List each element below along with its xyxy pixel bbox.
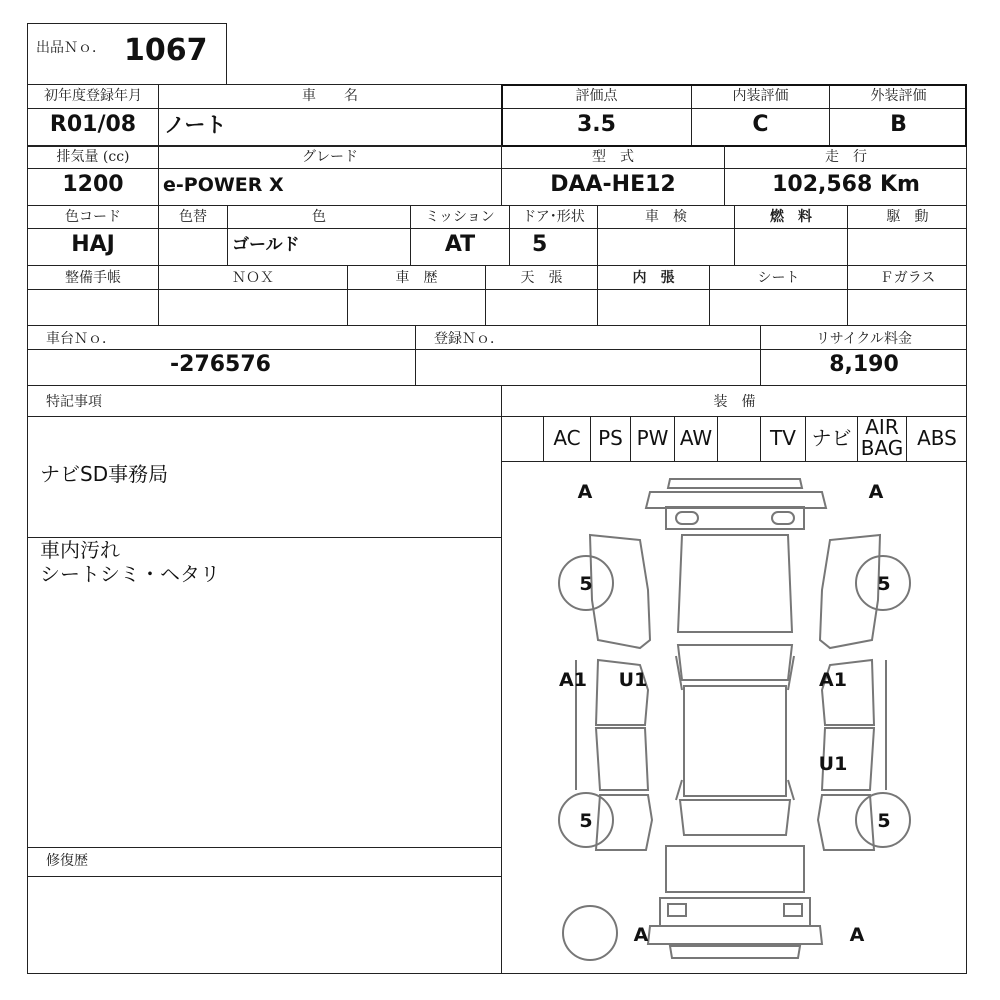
interior-grade-value: C	[752, 112, 769, 137]
mark-right-door: A1	[819, 669, 847, 691]
chassis-number-value: -276576	[170, 352, 271, 377]
mission-value: AT	[444, 232, 476, 257]
car-history-label: 車 歴	[395, 270, 438, 286]
displacement-value: 1200	[62, 172, 124, 197]
mark-wheel-rr: 5	[877, 810, 891, 832]
mark-rear-right: A	[849, 924, 865, 946]
interior-grade-label: 内装評価	[732, 88, 789, 104]
door-value: 5	[532, 232, 548, 257]
equipment-ac: AC	[553, 426, 581, 450]
nox-label: ＮＯＸ	[232, 270, 274, 286]
mark-front-left: A	[577, 481, 593, 503]
equipment-tv: TV	[770, 426, 796, 450]
inspection-label: 車 検	[645, 209, 687, 225]
lot-number-label: 出品Ｎｏ．	[36, 40, 106, 56]
equipment-airbag: AIR BAG	[860, 415, 904, 460]
mark-wheel-fl: 5	[579, 573, 593, 595]
displacement-label: 排気量 (cc)	[56, 149, 130, 165]
equipment-abs: ABS	[917, 426, 957, 450]
equipment-aw: AW	[679, 426, 713, 450]
car-damage-diagram	[502, 462, 966, 973]
front-glass-label: Ｆガラス	[879, 270, 936, 286]
seat-label: シート	[757, 270, 800, 286]
score-value: 3.5	[577, 112, 616, 137]
grade-value: e-POWER X	[163, 174, 284, 196]
repair-history-label: 修復歴	[46, 853, 88, 869]
mark-left-mid: U1	[618, 669, 648, 691]
maintenance-book-label: 整備手帳	[65, 270, 121, 286]
mileage-value: 102,568 Km	[772, 172, 920, 197]
lot-number: 1067	[124, 33, 208, 68]
color-change-label: 色替	[179, 209, 207, 225]
mileage-label: 走 行	[825, 149, 867, 165]
score-label: 評価点	[575, 88, 618, 104]
mark-front-right: A	[868, 481, 884, 503]
recycle-fee-value: 8,190	[829, 352, 899, 377]
model-value: DAA-HE12	[550, 172, 676, 197]
mark-wheel-rl: 5	[579, 810, 593, 832]
exterior-grade-value: B	[890, 112, 907, 137]
equipment-pw: PW	[636, 426, 669, 450]
color-code-value: HAJ	[71, 232, 115, 257]
grade-label: グレード	[302, 149, 358, 165]
first-registration-value: R01/08	[49, 112, 137, 137]
equipment-ps: PS	[598, 426, 623, 450]
color-label: 色	[312, 209, 326, 225]
first-registration-label: 初年度登録年月	[44, 88, 142, 104]
notes-line-interior: 車内汚れ シートシミ・ヘタリ	[40, 538, 220, 586]
drive-label: 駆 動	[886, 209, 929, 225]
mark-rear-left: A	[633, 924, 649, 946]
car-name-label: 車 名	[302, 88, 358, 104]
recycle-fee-label: リサイクル料金	[815, 331, 913, 347]
door-label: ドア･形状	[522, 209, 585, 225]
mission-label: ミッション	[425, 209, 495, 225]
interior-trim-label: 内 張	[632, 270, 675, 286]
exterior-grade-label: 外装評価	[870, 88, 927, 104]
spare-tire-circle	[563, 906, 617, 960]
model-label: 型 式	[592, 149, 634, 165]
notes-line-navi: ナビSD事務局	[40, 462, 169, 486]
mark-wheel-fr: 5	[877, 573, 891, 595]
car-name-value: ノート	[164, 113, 227, 137]
equipment-navi: ナビ	[811, 426, 852, 450]
notes-label: 特記事項	[46, 394, 102, 410]
headliner-label: 天 張	[520, 270, 563, 286]
color-value: ゴールド	[232, 235, 300, 255]
registration-number-label: 登録Ｎｏ．	[434, 331, 504, 347]
fuel-label: 燃 料	[770, 209, 812, 225]
equipment-label: 装 備	[713, 394, 756, 410]
chassis-number-label: 車台Ｎｏ．	[46, 331, 116, 347]
mark-left-door: A1	[559, 669, 587, 691]
color-code-label: 色コード	[65, 209, 121, 225]
mark-right-rear: U1	[818, 753, 848, 775]
